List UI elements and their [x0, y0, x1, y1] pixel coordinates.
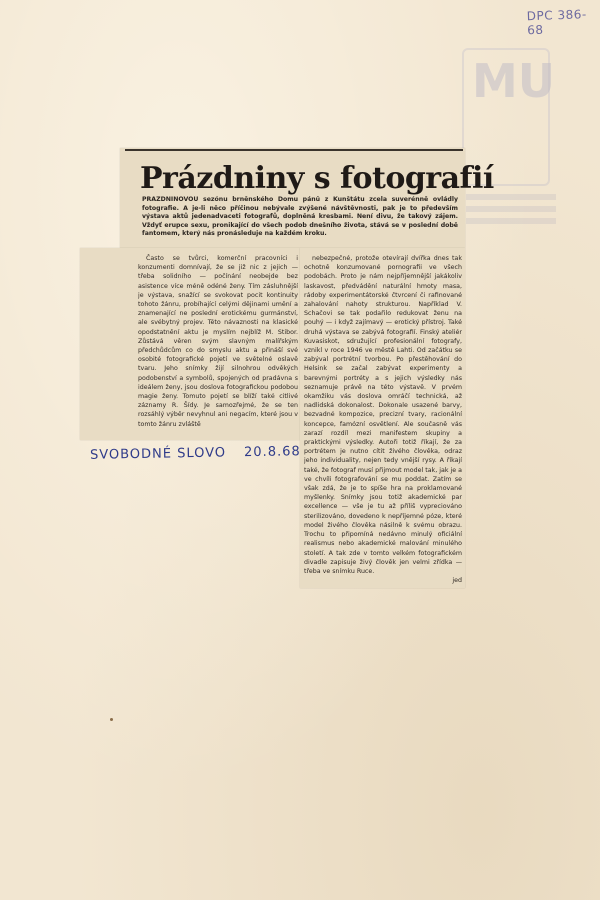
handwritten-source: SVOBODNÉ SLOVO [89, 445, 227, 463]
stamp-faded-lines [466, 188, 556, 248]
article-lead: PRÁZDNINOVOU sezónu brněnského Domu pánů z Kunštátu zcela suverénně ovládly fotografie. A je-li něco příčinou nebývale zvýšené návštěvnosti, pak je to především výstava aktů jedenadvaceti fotografů, doplněná kresbami. Není divu, že takový zájem. Vždyť erupce sexu, pronikající do všech podob dnešního života, stává se v poslední době fantomem, který nás pronásleduje na každém kroku. [142, 196, 458, 238]
article-title: Prázdniny s fotografií [140, 161, 494, 196]
handwritten-date: 20.8.68 [243, 444, 301, 461]
stamp-logo: MU [472, 54, 556, 108]
paper-speck [110, 718, 113, 721]
column-left-text: Často se tvůrci, komerční pracovníci i konzumenti domnívají, že se již nic z jejich — třeba solidního — počínání neobejde bez asistence více méně odéné ženy. Tím zásluhnější je výstava, snažící se svokovat pocit kontinuity tohoto žánru, probíhající celými dějinami umění a znamenající ne poslední erotickému gurmánství, ale svébytný projev. Této návaznosti na klasické opodstatnění aktu je myslím nejblíž M. Stibor. Zůstává věren svým slavným malířským předchůdcům co do smyslu aktu a přináší své osobité fotografické pojetí ve světelné oslavě tvaru. Jeho snímky žijí silnohrou odvěkých podobenství a symbolů, spojených od pradávna s ideálem ženy, jsou doslova fotografickou podobou magie ženy. Tomuto pojetí se blíží také citlivé záznamy R. Šídy. Je samozřejmé, že se ten rozsáhlý výběr nevyhnul ani negacím, které jsou v tomto žánru zvláště [138, 255, 298, 428]
article-signature: jed [452, 577, 462, 584]
article-column-right [304, 254, 462, 584]
headline-rule [125, 149, 463, 151]
article-column-left [138, 254, 298, 438]
archive-mark: DPC 386-68 [526, 7, 587, 38]
column-right-text: nebezpečné, protože otevírají dvířka dnes tak ochotně konzumované pornografii ve všech podobách. Proto je nám nejpříjemnější jakákoliv laskavost, předvádění naturální hmoty masa, rádoby experimentátorské čtvrcení či rafinované zahalování nahoty strukturou. Například V. Schačovi se tak podařilo redukovat ženu na pouhý — i když zajímavý — erotický přístroj. Také druhá výstava se zabývá fotografií. Finský ateliér Kuvasiskot, sdružující profesionální fotografy, vznikl v roce 1946 ve městě Lahti. Od začátku se zabýval portrétní tvorbou. Po přestěhování do Helsink se začal zabývat experimenty a barevnými portréty a s jejich výsledky nás seznamuje právě na této výstavě. V prvém okamžiku vás doslova omráčí technická, až nadlidská dokonalost. Dokonale usazené barvy, bezvadné kompozice, precizní tvary, racionální koncepce, famózní osvětlení. Ale současně vás zarazí rozdíl mezi manifestem skupiny a praktickými výsledky. Autoři totiž říkají, že za portrétem je nutno cítit živého člověka, odraz jeho individuality, nejen tedy vnější rysy. A říkají také, že fotograf musí přijmout model tak, jak je a ve chvíli fotografování se mu poddat. Zatím se však zdá, že je to spíše hra na proklamované myšlenky. Snímky jsou totiž akademické par excellence — vše je tu až příliš vypreciováno sterilizováno, dovedeno k nepříjemné póze, které model živého člověka násilně k svému obrazu. Trochu to připomíná nedávno minulý oficiální realismus nebo akademické malování minulého století. A tak zde v tomto velkém fotografickém divadle zapisuje živý člověk jen velmi zřídka — třeba ve snímku Ruce. [304, 255, 462, 575]
